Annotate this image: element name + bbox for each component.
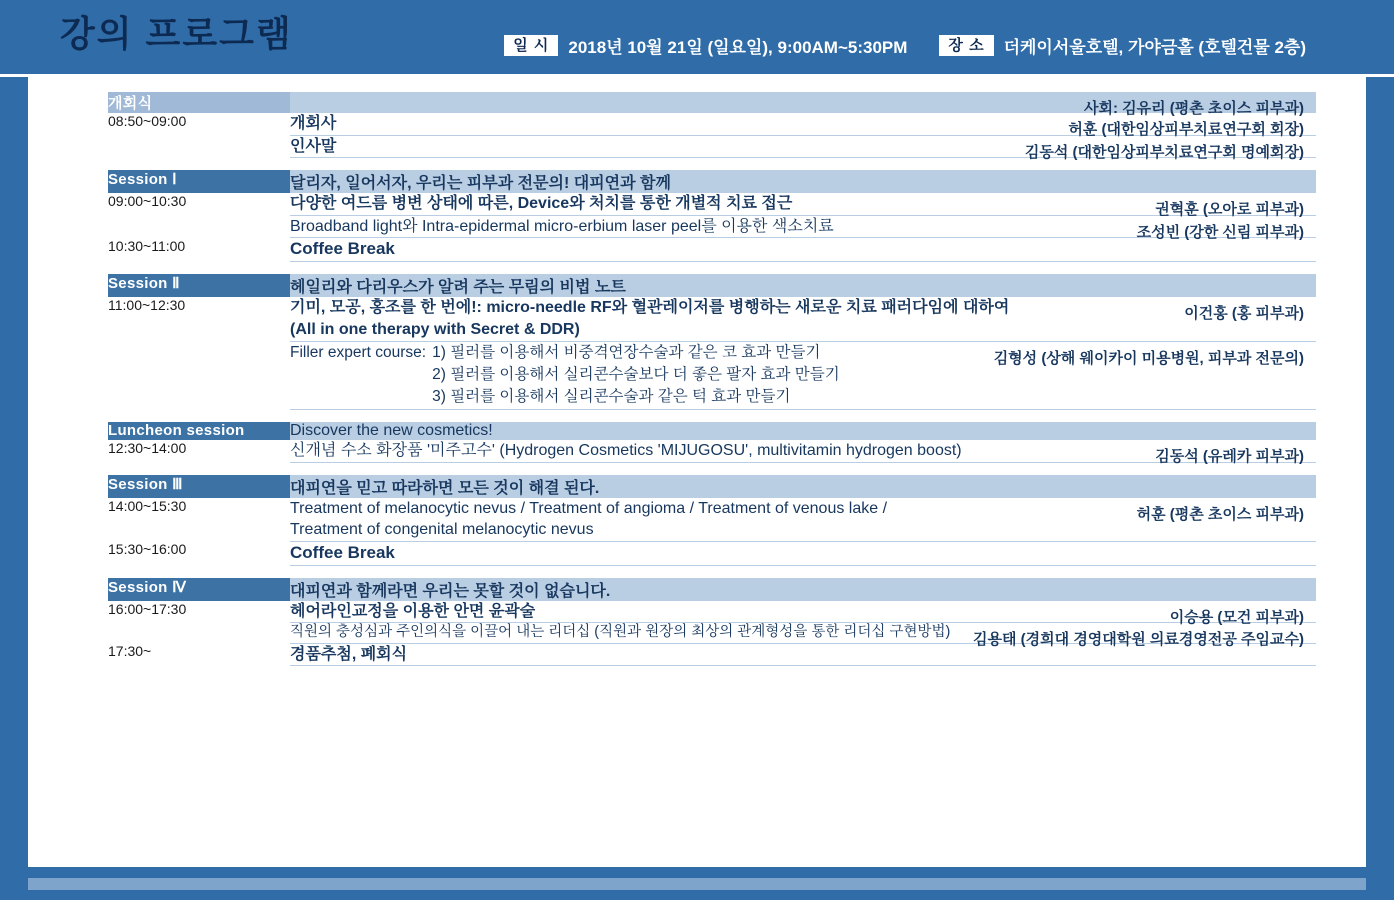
session-title [290, 274, 1316, 297]
spacer-cell [108, 158, 290, 171]
row-time: 17:30~ [108, 643, 152, 660]
row-speaker: 이승용 (모건 피부과) [1169, 608, 1304, 626]
page-header [0, 0, 1394, 77]
row-time [108, 623, 290, 644]
session-label: Session Ⅱ [108, 274, 290, 297]
spacer-cell [108, 565, 290, 578]
row-time [108, 341, 290, 409]
row-content [290, 601, 1316, 626]
list-item: 2) 필러를 이용해서 실리콘수술보다 더 좋은 팔자 효과 만들기 [432, 365, 840, 383]
table-row [108, 623, 1316, 644]
section-spacer [108, 565, 1316, 578]
row-content [290, 297, 1316, 341]
session-label: Session Ⅲ [108, 475, 290, 498]
row-content [290, 643, 1316, 666]
row-speaker: 김동석 (유레카 피부과) [1155, 447, 1304, 465]
row-time: 11:00~12:30 [108, 297, 186, 314]
section-spacer [108, 409, 1316, 422]
session-title-text: 헤일리와 다리우스가 알려 주는 무림의 비법 노트 [290, 279, 626, 297]
section-header-row [108, 422, 1316, 440]
table-row [108, 601, 1316, 623]
session-label: Session Ⅰ [108, 170, 290, 193]
section-header-row [108, 170, 1316, 193]
table-row [108, 297, 1316, 341]
table-row [108, 135, 1316, 158]
row-topic: 기미, 모공, 홍조를 한 번에!: micro-needle RF와 혈관레이저를 병행하는 새로운 치료 패러다임에 대하여 (All in one therapy with Secret & DDR) [290, 299, 1010, 338]
session-title-text: 대피연을 믿고 따라하면 모든 것이 해결 된다. [290, 479, 600, 497]
spacer-cell [108, 409, 290, 422]
session-moderator: 사회: 김유리 (평촌 초이스 피부과) [1083, 100, 1304, 117]
row-time: 15:30~16:00 [108, 541, 187, 558]
table-row [108, 643, 1316, 666]
footer-accent [28, 878, 1366, 890]
row-topic: 직원의 충성심과 주인의식을 이끌어 내는 리더십 (직원과 원장의 최상의 관계형성을 통한 리더십 구현방법) [290, 624, 951, 641]
row-topic: 다양한 여드름 병변 상태에 따른, Device와 처치를 통한 개별적 치료 접근 [290, 195, 793, 213]
header-meta [504, 33, 1306, 58]
session-title [290, 475, 1316, 498]
row-topic: Broadband light와 Intra-epidermal micro-erbium laser peel를 이용한 색소치료 [290, 217, 834, 235]
filler-course-list [432, 342, 840, 409]
row-speaker: 이건홍 (홍 피부과) [1184, 305, 1304, 323]
row-speaker: 김용태 (경희대 경영대학원 의료경영전공 주임교수) [973, 631, 1304, 649]
date-chip: 일 시 [504, 35, 558, 56]
row-time: 12:30~14:00 [108, 439, 187, 456]
row-time [108, 215, 290, 238]
row-content [290, 113, 1316, 138]
table-row [108, 193, 1316, 215]
section-spacer [108, 462, 1316, 475]
spacer-cell [290, 262, 1316, 275]
row-content [290, 135, 1316, 161]
list-item: 1) 필러를 이용해서 비중격연장수술과 같은 코 효과 만들기 [432, 343, 821, 361]
row-content [290, 440, 1316, 465]
row-time: 14:00~15:30 [108, 497, 187, 514]
session-title [290, 92, 1316, 117]
row-topic: Coffee Break [290, 542, 395, 562]
filler-course-label: Filler expert course: [290, 343, 427, 361]
section-header-row [108, 274, 1316, 297]
row-content [290, 238, 1316, 262]
table-row [108, 341, 1316, 409]
row-time: 09:00~10:30 [108, 193, 187, 210]
row-topic: 개회사 [290, 115, 337, 132]
row-time: 16:00~17:30 [108, 600, 187, 617]
row-content [290, 193, 1316, 219]
row-time: 08:50~09:00 [108, 113, 187, 129]
row-content [290, 623, 1316, 649]
row-speaker: 권혁훈 (오아로 피부과) [1155, 201, 1304, 219]
spacer-cell [108, 262, 290, 275]
spacer-cell [290, 409, 1316, 422]
row-speaker: 허훈 (평촌 초이스 피부과) [1136, 505, 1304, 523]
section-header-row [108, 578, 1316, 601]
spacer-cell [108, 462, 290, 475]
session-title-text: 달리자, 일어서자, 우리는 피부과 전문의! 대피연과 함께 [290, 175, 671, 193]
program-sheet [28, 77, 1366, 867]
page-title: 강의 프로그램 [60, 13, 293, 54]
row-time [108, 135, 290, 158]
session-title-text: 대피연과 함께라면 우리는 못할 것이 없습니다. [290, 582, 611, 600]
program-table [108, 92, 1316, 666]
row-speaker: 김동석 (대한임상피부치료연구회 명예회장) [1024, 143, 1304, 161]
table-row [108, 113, 1316, 135]
session-title-text: Discover the new cosmetics! [290, 421, 493, 439]
session-label: Session Ⅳ [108, 578, 290, 601]
row-content [290, 498, 1316, 542]
section-spacer [108, 262, 1316, 275]
session-title [290, 422, 1316, 440]
row-topic: 헤어라인교정을 이용한 안면 윤곽술 [290, 602, 536, 620]
row-topic: 인사말 [290, 137, 337, 155]
session-label: Luncheon session [108, 422, 290, 440]
row-topic: 신개념 수소 화장품 '미주고수' (Hydrogen Cosmetics 'MIJUGOSU', multivitamin hydrogen boost) [290, 441, 962, 459]
row-time: 10:30~11:00 [108, 237, 186, 254]
table-row [108, 238, 1316, 262]
session-label: 개회식 [108, 92, 290, 113]
list-item: 3) 필러를 이용해서 실리콘수술과 같은 턱 효과 만들기 [432, 388, 791, 406]
filler-course-block [290, 342, 840, 409]
table-row [108, 498, 1316, 542]
row-content [290, 341, 1316, 409]
place-chip: 장 소 [939, 35, 993, 56]
row-speaker: 김형성 (상해 웨이카이 미용병원, 피부과 전문의) [993, 349, 1304, 367]
table-row [108, 541, 1316, 565]
table-row [108, 215, 1316, 238]
row-content [290, 215, 1316, 241]
footer-bar [0, 867, 1394, 900]
row-content [290, 541, 1316, 565]
place-text: 더케이서울호텔, 가야금홀 (호텔건물 2층) [1003, 38, 1306, 57]
spacer-cell [290, 565, 1316, 578]
row-topic: Treatment of melanocytic nevus / Treatment of angioma / Treatment of venous lake / Treatment of congenital melanocytic nevus [290, 499, 888, 539]
session-title [290, 578, 1316, 601]
table-row [108, 440, 1316, 462]
row-topic: Coffee Break [290, 239, 395, 259]
section-header-row [108, 475, 1316, 498]
section-header-row [108, 92, 1316, 113]
date-text: 2018년 10월 21일 (일요일), 9:00AM~5:30PM [568, 38, 908, 57]
row-speaker: 허훈 (대한임상피부치료연구회 회장) [1068, 121, 1304, 138]
row-topic: 경품추첨, 폐회식 [290, 645, 408, 663]
session-title [290, 170, 1316, 193]
row-speaker: 조성빈 (강한 신림 피부과) [1136, 223, 1304, 241]
